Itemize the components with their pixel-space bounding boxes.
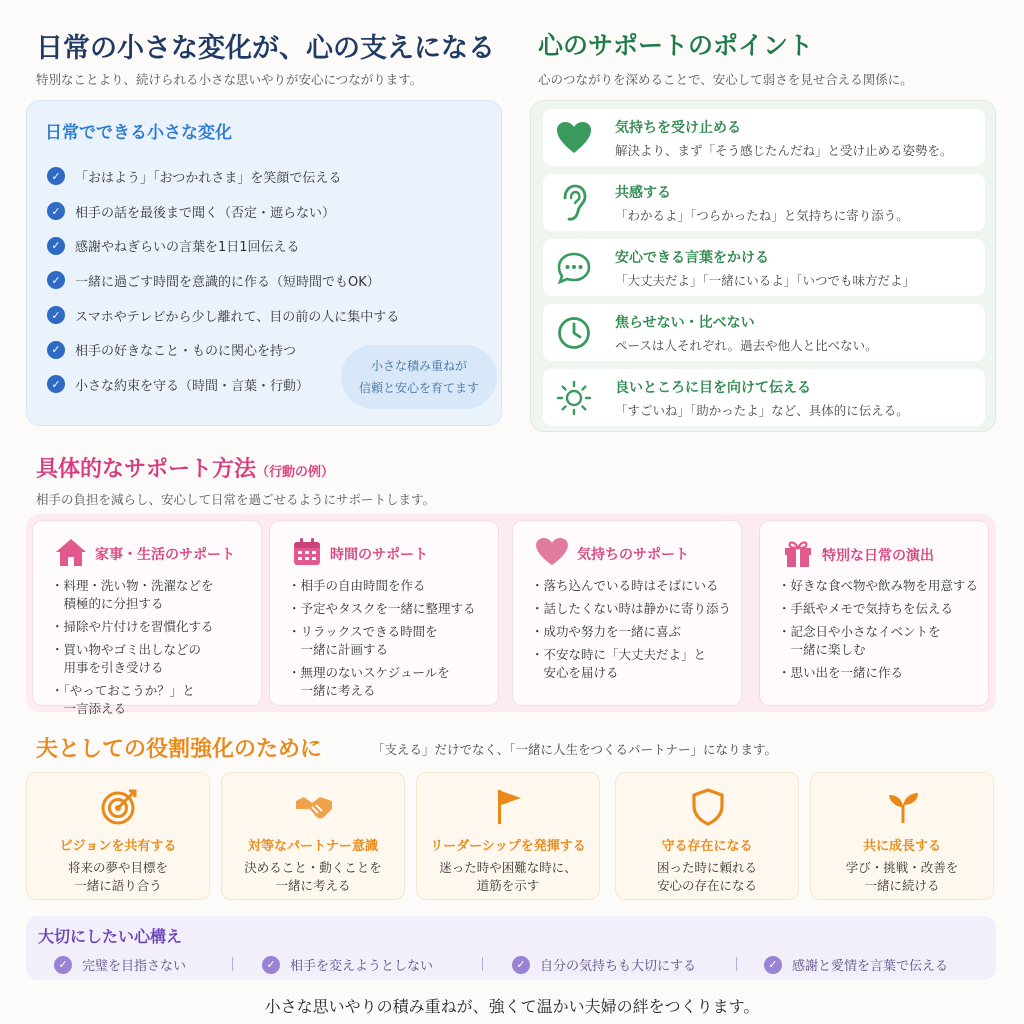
speech-bubble-icon xyxy=(555,249,593,287)
check-icon: ✓ xyxy=(47,375,65,393)
target-icon xyxy=(99,787,139,827)
sun-icon xyxy=(555,379,593,417)
list-item: ✓ 相手の好きなこと・ものに関心を持つ xyxy=(47,332,399,367)
support-points-subtitle: 心のつながりを深めることで、安心して弱さを見せ合える関係に。 xyxy=(538,72,913,87)
daily-change-heading: 日常の小さな変化が、心の支えになる xyxy=(36,33,495,64)
support-point-card: 安心できる言葉をかける 「大丈夫だよ」「一緒にいるよ」「いつでも味方だよ」 xyxy=(543,239,985,296)
list-item: ✓ 相手の話を最後まで聞く（否定・遮らない） xyxy=(47,194,399,229)
list-item: ✓ 感謝やねぎらいの言葉を1日1回伝える xyxy=(47,228,399,263)
daily-change-subtitle: 特別なことより、続けられる小さな思いやりが安心につながります。 xyxy=(36,72,423,87)
list-item: ✓ スマホやテレビから少し離れて、目の前の人に集中する xyxy=(47,298,399,333)
mindset-panel xyxy=(26,916,996,980)
calendar-icon xyxy=(292,537,322,571)
role-card: ビジョンを共有する 将来の夢や目標を 一緒に語り合う xyxy=(26,772,210,900)
support-points-panel xyxy=(530,100,996,432)
check-icon: ✓ xyxy=(262,956,280,974)
list-item: ・話したくない時は静かに寄り添う xyxy=(531,601,732,616)
mindset-title: 大切にしたい心構え xyxy=(38,927,183,946)
list-item: ・リラックスできる時間を 一緒に計画する xyxy=(288,624,438,657)
support-point-card: 焦らせない・比べない ペースは人それぞれ。過去や他人と比べない。 xyxy=(543,304,985,361)
shield-icon xyxy=(688,787,728,827)
check-icon: ✓ xyxy=(47,306,65,324)
support-method-card: 時間のサポート ・相手の自由時間を作る ・予定やタスクを一緒に整理する ・リラックスできる時間を 一緒に計画する ・無理のないスケジュールを 一緒に考える xyxy=(269,520,499,706)
flag-icon xyxy=(489,787,529,827)
support-method-card: 家事・生活のサポート ・料理・洗い物・洗濯などを 積極的に分担する ・掃除や片付けを習慣化する ・買い物やゴミ出しなどの 用事を引き受ける ・「やっておこうか？」と 一言添える xyxy=(32,520,262,706)
role-card: 対等なパートナー意識 決めること・動くことを 一緒に考える xyxy=(221,772,405,900)
concrete-support-heading: 具体的なサポート方法（行動の例） xyxy=(36,457,335,482)
mindset-item: ✓ 感謝と愛情を言葉で伝える xyxy=(764,955,948,974)
check-icon: ✓ xyxy=(512,956,530,974)
support-method-card: 特別な日常の演出 ・好きな食べ物や飲み物を用意する ・手紙やメモで気持ちを伝える ・記念日や小さなイベントを 一緒に楽しむ ・思い出を一緒に作る xyxy=(759,520,989,706)
support-points-heading: 心のサポートのポイント xyxy=(538,31,814,60)
check-icon: ✓ xyxy=(47,271,65,289)
role-card: 共に成長する 学び・挑戦・改善を 一緒に続ける xyxy=(810,772,994,900)
ear-icon xyxy=(555,184,593,222)
list-item: ・手紙やメモで気持ちを伝える xyxy=(778,601,954,616)
handshake-icon xyxy=(294,787,334,827)
mindset-item: ✓ 完璧を目指さない xyxy=(54,955,186,974)
list-item: ✓ 一緒に過ごす時間を意識的に作る（短時間でもOK） xyxy=(47,263,399,298)
gift-icon xyxy=(782,537,814,573)
check-icon: ✓ xyxy=(54,956,72,974)
check-icon: ✓ xyxy=(47,341,65,359)
concrete-support-subtitle: 相手の負担を減らし、安心して日常を過ごせるようにサポートします。 xyxy=(36,492,436,507)
daily-changes-title: 日常でできる小さな変化 xyxy=(45,123,232,143)
list-item: ・相手の自由時間を作る xyxy=(288,578,426,593)
list-item: ・記念日や小さなイベントを 一緒に楽しむ xyxy=(778,624,941,657)
role-card: リーダーシップを発揮する 迷った時や困難な時に、 道筋を示す xyxy=(416,772,600,900)
check-icon: ✓ xyxy=(764,956,782,974)
list-item: ・予定やタスクを一緒に整理する xyxy=(288,601,476,616)
mindset-item: ✓ 相手を変えようとしない xyxy=(262,955,433,974)
support-point-card: 気持ちを受け止める 解決より、まず「そう感じたんだね」と受け止める姿勢を。 xyxy=(543,109,985,166)
sprout-icon xyxy=(883,787,923,827)
divider xyxy=(482,957,483,971)
check-icon: ✓ xyxy=(47,167,65,185)
list-item: ✓ 小さな約束を守る（時間・言葉・行動） xyxy=(47,367,399,402)
concrete-support-panel xyxy=(26,514,996,716)
list-item: ・不安な時に「大丈夫だよ」と 安心を届ける xyxy=(531,647,707,680)
divider xyxy=(232,957,233,971)
list-item: ・料理・洗い物・洗濯などを 積極的に分担する xyxy=(51,578,214,611)
check-icon: ✓ xyxy=(47,202,65,220)
encouragement-bubble: 小さな積み重ねが 信頼と安心を育てます xyxy=(341,345,497,409)
support-point-card: 共感する 「わかるよ」「つらかったね」と気持ちに寄り添う。 xyxy=(543,174,985,231)
list-item: ・成功や努力を一緒に喜ぶ xyxy=(531,624,682,639)
support-point-card: 良いところに目を向けて伝える 「すごいね」「助かったよ」など、具体的に伝える。 xyxy=(543,369,985,426)
role-card: 守る存在になる 困った時に頼れる 安心の存在になる xyxy=(615,772,799,900)
divider xyxy=(736,957,737,971)
heart-icon xyxy=(535,537,569,571)
list-item: ・掃除や片付けを習慣化する xyxy=(51,619,214,634)
footer-message: 小さな思いやりの積み重ねが、強くて温かい夫婦の絆をつくります。 xyxy=(264,997,760,1016)
list-item: ・「やっておこうか？」と 一言添える xyxy=(51,683,195,716)
daily-changes-panel xyxy=(26,100,502,426)
list-item: ・好きな食べ物や飲み物を用意する xyxy=(778,578,979,593)
mindset-item: ✓ 自分の気持ちも大切にする xyxy=(512,955,696,974)
list-item: ・思い出を一緒に作る xyxy=(778,665,904,680)
support-method-card: 気持ちのサポート ・落ち込んでいる時はそばにいる ・話したくない時は静かに寄り添う ・成功や努力を一緒に喜ぶ ・不安な時に「大丈夫だよ」と 安心を届ける xyxy=(512,520,742,706)
list-item: ・無理のないスケジュールを 一緒に考える xyxy=(288,665,450,698)
check-icon: ✓ xyxy=(47,237,65,255)
clock-icon xyxy=(555,314,593,352)
list-item: ・買い物やゴミ出しなどの 用事を引き受ける xyxy=(51,642,202,675)
house-icon xyxy=(55,537,87,571)
list-item: ・落ち込んでいる時はそばにいる xyxy=(531,578,719,593)
role-heading: 夫としての役割強化のために xyxy=(36,737,323,762)
role-subtitle: 「支える」だけでなく、「一緒に人生をつくるパートナー」になります。 xyxy=(372,742,778,757)
list-item: ✓ 「おはよう」「おつかれさま」を笑顔で伝える xyxy=(47,159,399,194)
heart-icon xyxy=(555,119,593,157)
